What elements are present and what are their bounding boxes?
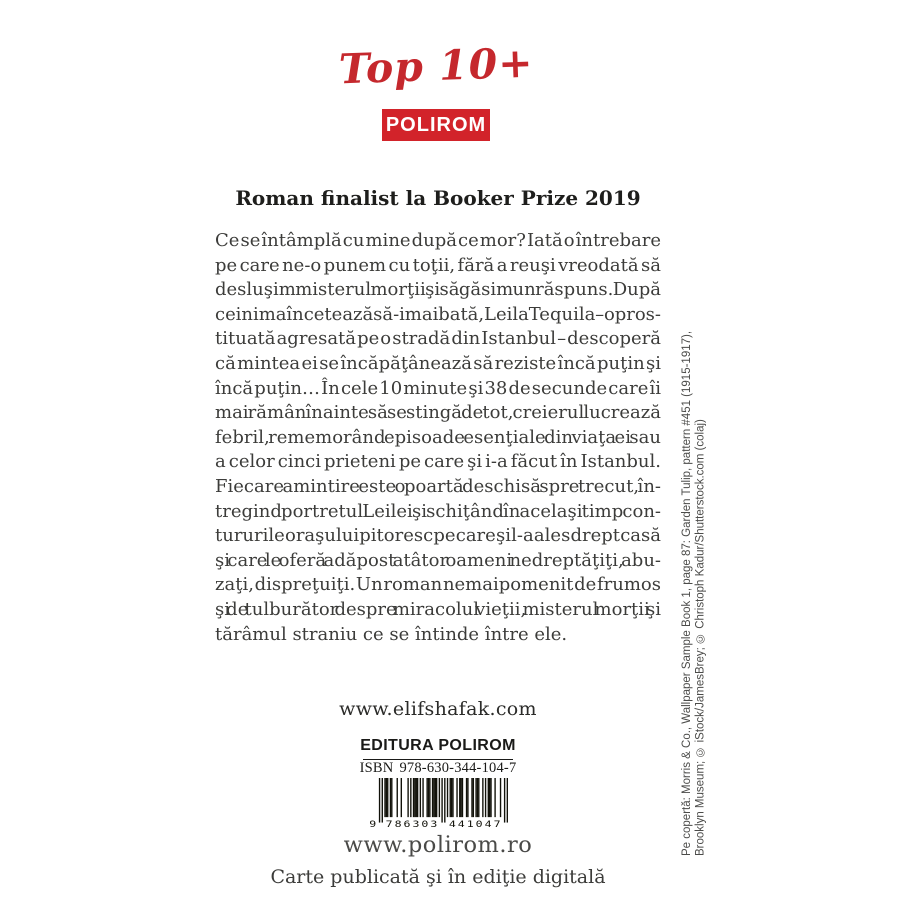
cover-credit [681,208,709,856]
ean13-barcode [368,778,508,828]
publisher-website: www.polirom.ro [343,832,533,858]
top10-badge: Top 10+ [337,38,535,94]
body-line: că mintea ei se încăpăţânează să reziste încă puţin şi [215,352,661,374]
body-line: Ce se întâmplă cu mine după ce mor? Iată o întrebare [215,230,661,251]
body-line: ce inima încetează să-i mai bată, Leila Tequila – o pros- [215,303,661,325]
digital-edition-note: Carte publicată şi în ediţie digitală [270,866,606,888]
cover-credit-line1: Pe copertă: Morris & Co., Wallpaper Sample Book 1, page 87: Garden Tulip, pattern #451 (1915-1917), [681,330,693,856]
isbn-number: 978-630-344-104-7 [399,760,517,776]
body-line: tururile oraşului pitoresc pe care şi l-a ales drept casă [215,525,661,547]
body-line: desluşim misterul morţii şi să găsim un răspuns. După [215,279,661,301]
body-line: tituată agresată pe o stradă din Istanbul – descoperă [215,328,661,350]
svg-text:9: 9 [369,819,377,828]
isbn-label: ISBN [359,760,394,776]
footer-column [215,698,661,888]
isbn-barcode-block [360,759,517,828]
svg-text:786303: 786303 [385,819,438,828]
author-website: www.elifshafak.com [339,698,537,720]
body-line: tărâmul straniu ce se întinde între ele. [215,623,568,645]
cover-credit-line2: Brooklyn Museum; © iStock/JamesBrey; © Christoph Kadur/Shutterstock.com (colaj) [694,419,707,856]
isbn-text [360,760,517,777]
body-line: mai rămân înainte să se stingă de tot, creierul lucrează [215,402,661,424]
body-line: şi de tulburător despre miracolul vieţii, misterul morţii şi [215,598,661,620]
body-line: şi care le oferă adăpost atâtor oameni nedreptăţiţi, abu- [215,549,661,571]
top-badge-wrap [0,38,872,94]
svg-text:441047: 441047 [448,819,501,828]
body-line: Fiecare amintire este o poartă deschisă spre trecut, în- [215,475,661,497]
body-line: tregind portretul Leilei şi schiţând în acelaşi timp con- [215,500,661,522]
polirom-logo-text: POLIROM [385,113,487,136]
body-line: febril, rememorând episoade esenţiale din viaţa ei sau [215,426,661,448]
publisher-logo-wrap [0,109,872,141]
body-line: a celor cinci prieteni pe care şi i-a făcut în Istanbul. [215,451,661,473]
award-heading: Roman finalist la Booker Prize 2019 [235,186,641,210]
synopsis [215,229,661,647]
body-line: încă puţin… În cele 10 minute şi 38 de secunde care îi [215,377,661,399]
publisher-name: EDITURA POLIROM [360,737,516,754]
polirom-logo [382,109,490,141]
body-line: zaţi, dispreţuiţi. Un roman nemaipomenit de frumos [215,574,661,596]
body-line: pe care ne-o punem cu toţii, fără a reuşi vreodată să [215,254,661,276]
